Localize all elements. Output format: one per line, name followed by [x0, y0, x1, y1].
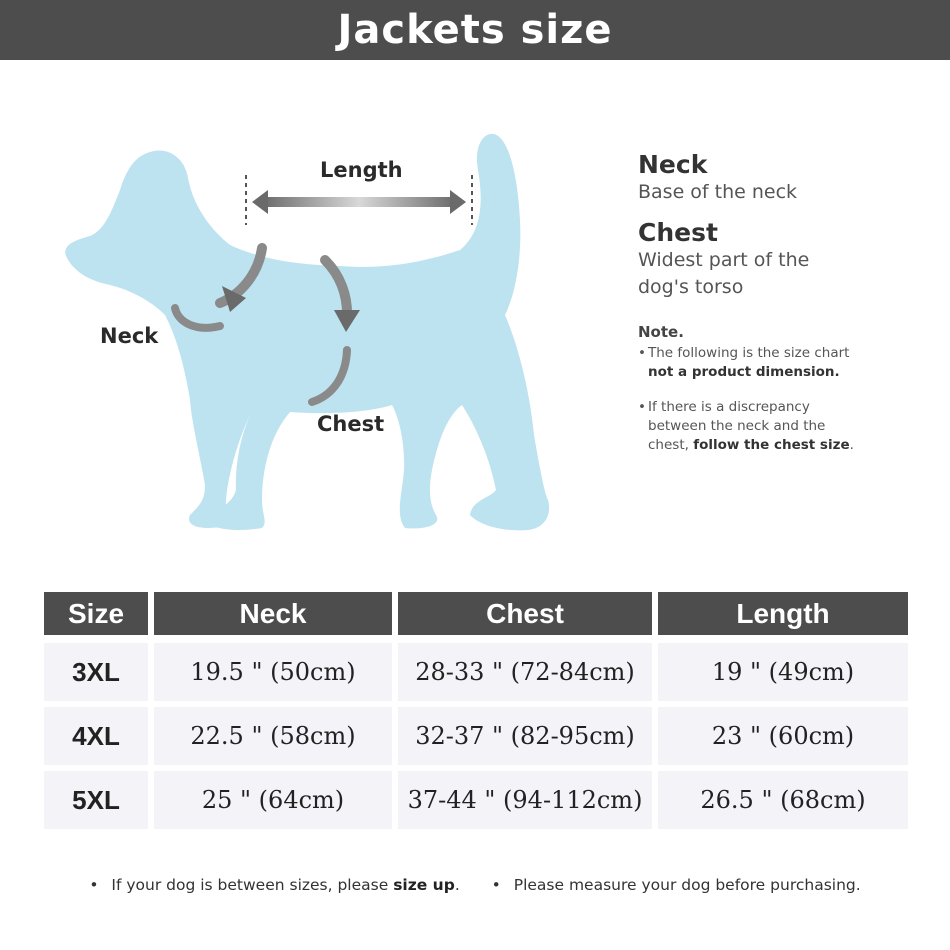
bullet-icon: • [491, 876, 501, 894]
length-arrow-right-head [450, 190, 466, 214]
header-length: Length [658, 592, 908, 635]
header-size: Size [44, 592, 148, 635]
bullet-icon: • [89, 876, 99, 894]
chest-label: Chest [317, 412, 385, 436]
footer-notes [0, 876, 950, 894]
note-title: Note. [638, 323, 684, 341]
note-item-2 [638, 398, 938, 455]
bullet-icon: • [638, 399, 646, 415]
footer-note-1: If your dog is between sizes, please [111, 876, 389, 894]
chest-cell: 28-33 " (72-84cm) [398, 643, 652, 701]
chest-description-line-1: Widest part of the [638, 249, 810, 271]
note-2-line-1: If there is a discrepancy [648, 399, 810, 415]
chest-cell: 37-44 " (94-112cm) [398, 771, 652, 829]
page-title: Jackets size [337, 7, 613, 53]
length-cell: 19 " (49cm) [658, 643, 908, 701]
length-arrow-shaft [262, 197, 456, 207]
bullet-icon: • [638, 345, 646, 361]
note-2-line-3: chest, [648, 437, 689, 453]
chest-description-line-2: dog's torso [638, 276, 744, 298]
chest-heading: Chest [638, 218, 718, 247]
table-row [44, 771, 908, 829]
footer-note-2: Please measure your dog before purchasing. [513, 876, 861, 894]
length-cell: 26.5 " (68cm) [658, 771, 908, 829]
size-cell: 5XL [44, 771, 148, 829]
measurement-info-panel [638, 150, 938, 455]
size-chart-table [44, 592, 908, 829]
dog-measurement-diagram [0, 60, 620, 580]
footer-note-1-period: . [454, 876, 460, 894]
neck-cell: 19.5 " (50cm) [154, 643, 392, 701]
neck-description: Base of the neck [638, 181, 798, 203]
length-arrow-left-head [252, 190, 268, 214]
dog-silhouette-illustration [0, 60, 620, 580]
neck-label: Neck [100, 324, 159, 348]
length-label: Length [320, 158, 403, 182]
header-neck: Neck [154, 592, 392, 635]
length-cell: 23 " (60cm) [658, 707, 908, 765]
chest-cell: 32-37 " (82-95cm) [398, 707, 652, 765]
header-chest: Chest [398, 592, 652, 635]
neck-heading: Neck [638, 150, 708, 179]
size-cell: 4XL [44, 707, 148, 765]
note-2-period: . [849, 437, 854, 453]
note-1-line-1: The following is the size chart [648, 345, 850, 361]
neck-cell: 25 " (64cm) [154, 771, 392, 829]
note-1-line-2: not a product dimension. [648, 364, 840, 380]
note-item-1 [638, 344, 938, 382]
note-2-emphasis: follow the chest size [693, 437, 850, 453]
size-cell: 3XL [44, 643, 148, 701]
table-row [44, 707, 908, 765]
table-header-row [44, 592, 908, 635]
header-bar [0, 0, 950, 60]
neck-cell: 22.5 " (58cm) [154, 707, 392, 765]
table-row [44, 643, 908, 701]
footer-note-1-emphasis: size up [393, 876, 455, 894]
note-2-line-2: between the neck and the [648, 418, 826, 434]
